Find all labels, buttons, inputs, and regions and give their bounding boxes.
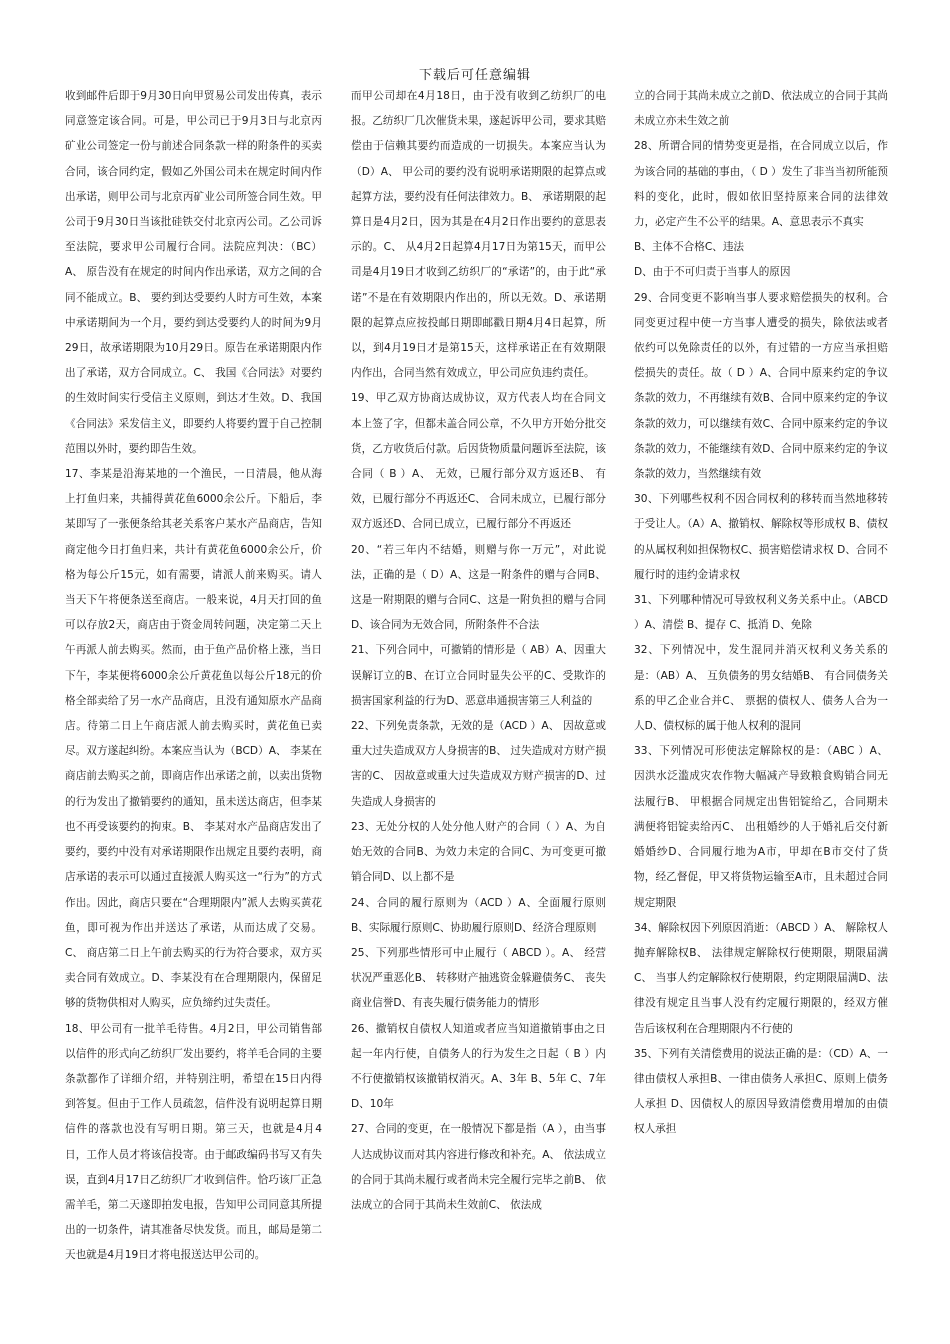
paragraph: 17、李某是沿海某地的一个渔民，一日清晨，他从海上打鱼归来，共捕得黄花鱼6000余公斤。下船后，李某即写了一张便条给其老关系客户某水产品商店，告知商定他今日打鱼归来，共计有黄花鱼6000余公斤，价格为每公斤15元，如有需要，请派人前来购买。请人当天下午将便条送至商店。一般来说，4月天打回的鱼可以存放2天，商店由于资金周转问题，决定第二天上午再派人前去购买。然而，由于鱼产品价格上涨，当日下午，李某便将6000余公斤黄花鱼以每公斤18元的价格全部卖给了另一水产品商店，且没有通知原水产品商店。待第二日上午商店派人前去购买时，黄花鱼已卖尽。双方遂起纠纷。本案应当认为（BCD）A、 李某在商店前去购买之前，即商店作出承诺之前，以卖出货物的行为发出了撤销要约的通知，虽未送达商店，但李某也不再受该要约的拘束。B、 李某对水产品商店发出了要约，要约中没有对承诺期限作出规定且要约表明，商店承诺的表示可以通过直接派人购买这一“行为”的方式作出。因此，商店只要在“合理期限内”派人去购买黄花鱼，即可视为作出并送达了承诺，从而达成了交易。C、 商店第二日上午前去购买的行为符合要求，双方买卖合同有效成立。D、李某没有在合理期限内，保留足够的货物供相对人购买，应负缔约过失责任。 (65, 468, 322, 1010)
page-header: 下载后可任意编辑 (418, 68, 531, 83)
text-column-right (634, 84, 888, 1143)
paragraph: 立的合同于其尚未成立之前D、依法成立的合同于其尚未成立亦未生效之前 (634, 90, 888, 128)
paragraph: 26、撤销权自债权人知道或者应当知道撤销事由之日起一年内行使，自债务人的行为发生之日起（ B ）内不行使撤销权该撤销权消灭。A、3年 B、5年 C、7年 D、10年 (351, 1022, 606, 1111)
paragraph: 34、解除权因下列原因消逝：（ABCD ）A、 解除权人抛弃解除权B、 法律规定解除权行使期限，期限届满C、 当事人约定解除权行使期限，约定期限届满D、法律没有规定且当事人没有约定履行期限的，经双方催告后该权利在合理期限内不行使的 (634, 921, 888, 1035)
text-column-left (65, 84, 322, 1269)
paragraph: 27、合同的变更，在一般情况下都是指（A ），由当事人达成协议而对其内容进行修改和补充。A、 依法成立的合同于其尚未履行或者尚未完全履行完毕之前B、 依法成立的合同于其尚未生效前C、 依法成 (351, 1123, 606, 1211)
paragraph: B、主体不合格C、违法 (634, 241, 745, 254)
paragraph: 而甲公司却在4月18日，由于没有收到乙纺织厂的电报。乙纺织厂几次催货未果，遂起诉甲公司，要求其赔偿由于信赖其要约而造成的一切损失。本案应当认为（D）A、 甲公司的要约没有说明承诺期限的起算点或起算方法，要约没有任何法律效力。B、 承诺期限的起算日是4月2日，因为其是在4月2日作出要约的意思表示的。C、 从4月2日起算4月17日为第15天，而甲公司是4月19日才收到乙纺织厂的“承诺”的，由于此“承诺”不是在有效期限内作出的，所以无效。D、承诺期限的起算点应按投邮日期即邮戳日期4月4日起算，所以，到4月19日才是第15天，这样承诺正在有效期限内作出，合同当然有效成立，甲公司应负违约责任。 (351, 90, 606, 380)
paragraph: 19、甲乙双方协商达成协议，双方代表人均在合同文本上签了字，但都未盖合同公章，不久甲方开始分批交货，乙方收货后付款。后因货物质量问题诉至法院，该合同（ B ）A、 无效，已履行部分双方返还B、 有效，已履行部分不再返还C、 合同未成立，已履行部分双方返还D、合同已成立，已履行部分不再返还 (351, 392, 606, 531)
paragraph: 25、下列那些情形可中止履行（ ABCD ）。A、 经营状况严重恶化B、 转移财产抽逃资金躲避债务C、 丧失商业信誉D、有丧失履行债务能力的情形 (351, 946, 606, 1010)
text-column-middle (351, 84, 606, 1218)
paragraph: 18、甲公司有一批羊毛待售。4月2日，甲公司销售部以信件的形式向乙纺织厂发出要约，将羊毛合同的主要条款都作了详细介绍，并特别注明，希望在15日内得到答复。但由于工作人员疏忽，信件没有说明起算日期信件的落款也没有写明日期。第三天，也就是4月4日，工作人员才将该信投寄。由于邮政编码书写又有失误，直到4月17日乙纺织厂才收到信件。恰巧该厂正急需羊毛，第二天遂即拍发电报，告知甲公司同意其所提出的一切条件，请其准备尽快发货。而且，邮局是第二天也就是4月19日才将电报送达甲公司的。 (65, 1022, 322, 1262)
paragraph: 24、合同的履行原则为（ACD ）A、全面履行原则 B、实际履行原则C、协助履行原则D、经济合理原则 (351, 896, 606, 934)
paragraph: 20、“若三年内不结婚，则赠与你一万元”，对此说法，正确的是（ D）A、这是一附条件的赠与合同B、这是一附期限的赠与合同C、这是一附负担的赠与合同D、该合同为无效合同，所附条件不合法 (351, 543, 606, 632)
paragraph: 35、下列有关清偿费用的说法正确的是：（CD）A、一律由债权人承担B、一律由债务人承担C、原则上债务人承担 D、因债权人的原因导致清偿费用增加的由债权人承担 (634, 1047, 888, 1136)
paragraph: 22、下列免责条款，无效的是（ACD ）A、 因故意或重大过失造成双方人身损害的B、 过失造成对方财产损害的C、 因故意或重大过失造成双方财产损害的D、过失造成人身损害的 (351, 720, 606, 808)
paragraph: 32、下列情况中，发生混同并消灭权利义务关系的是：（AB）A、 互负债务的男女结婚B、 有合同债务关系的甲乙企业合并C、 票据的债权人、债务人合为一人D、债权标的属于他人权利的混同 (634, 644, 888, 733)
paragraph: 31、下列哪种情况可导致权利义务关系中止。（ABCD ）A、清偿 B、提存 C、抵消 D、免除 (634, 594, 888, 632)
paragraph: 收到邮件后即于9月30日向甲贸易公司发出传真，表示同意签定该合同。可是，甲公司已于9月3日与北京丙矿业公司签定一份与前述合同条款一样的附条件的买卖合同，该合同约定，假如乙外国公司未在规定时间内作出承诺，则甲公司与北京丙矿业公司所签合同生效。甲公司于9月30日当该批硅铁交付北京丙公司。乙公司诉至法院，要求甲公司履行合同。法院应判决：（BC）A、 原告没有在规定的时间内作出承诺，双方之间的合同不能成立。B、 要约到达受要约人时方可生效，本案中承诺期间为一个月，要约到达受要约人的时间为9月29日，故承诺期限为10月29日。原告在承诺期限内作出了承诺，双方合同成立。C、 我国《合同法》对要约的生效时间实行受信主义原则，到达才生效。D、我国《合同法》采发信主义，即要约人将要约置于自己控制范围以外时，要约即告生效。 (65, 90, 322, 455)
paragraph: 23、无处分权的人处分他人财产的合同（ ）A、为自始无效的合同B、为效力未定的合同C、为可变更可撤销合同D、以上都不是 (351, 820, 606, 884)
paragraph: 21、下列合同中，可撤销的情形是（ AB）A、因重大误解订立的B、在订立合同时显失公平的C、受欺诈的损害国家利益的行为D、恶意串通损害第三人利益的 (351, 644, 606, 707)
paragraph: 29、合同变更不影响当事人要求赔偿损失的权利。合同变更过程中使一方当事人遭受的损失，除依法或者依约可以免除责任的以外，有过错的一方应当承担赔偿损失的责任。故（ D ）A、合同中原来约定的争议条款的效力，不再继续有效B、合同中原来约定的争议条款的效力，可以继续有效C、合同中原来约定的争议条款的效力，不能继续有效D、合同中原来约定的争议条款的效力，当然继续有效 (634, 291, 888, 481)
paragraph: D、由于不可归责于当事人的原因 (634, 266, 791, 279)
paragraph: 30、下列哪些权利不因合同权利的移转而当然地移转于受让人。（A）A、撤销权、解除权等形成权 B、债权的从属权利如担保物权C、损害赔偿请求权 D、合同不履行时的违约金请求权 (634, 493, 888, 581)
paragraph: 33、下列情况可形使法定解除权的是：（ABC ）A、 因洪水泛滥成灾农作物大幅减产导致粮食购销合同无法履行B、 甲根据合同规定出售铝锭给乙，合同期未满便将铝锭卖给丙C、 出租婚纱的人于婚礼后交付新婚婚纱D、合同履行地为A市，甲却在B市交付了货物，经乙督促，甲又将货物运输至A市，且未超过合同规定期限 (634, 745, 888, 909)
paragraph: 28、所谓合同的情势变更是指，在合同成立以后，作为该合同的基础的事由，（ D ）发生了非当当初所能预料的变化，此时，假如依旧坚持原来合同的法律效力，必定产生不公平的结果。A、意思表示不真实 (634, 140, 888, 229)
